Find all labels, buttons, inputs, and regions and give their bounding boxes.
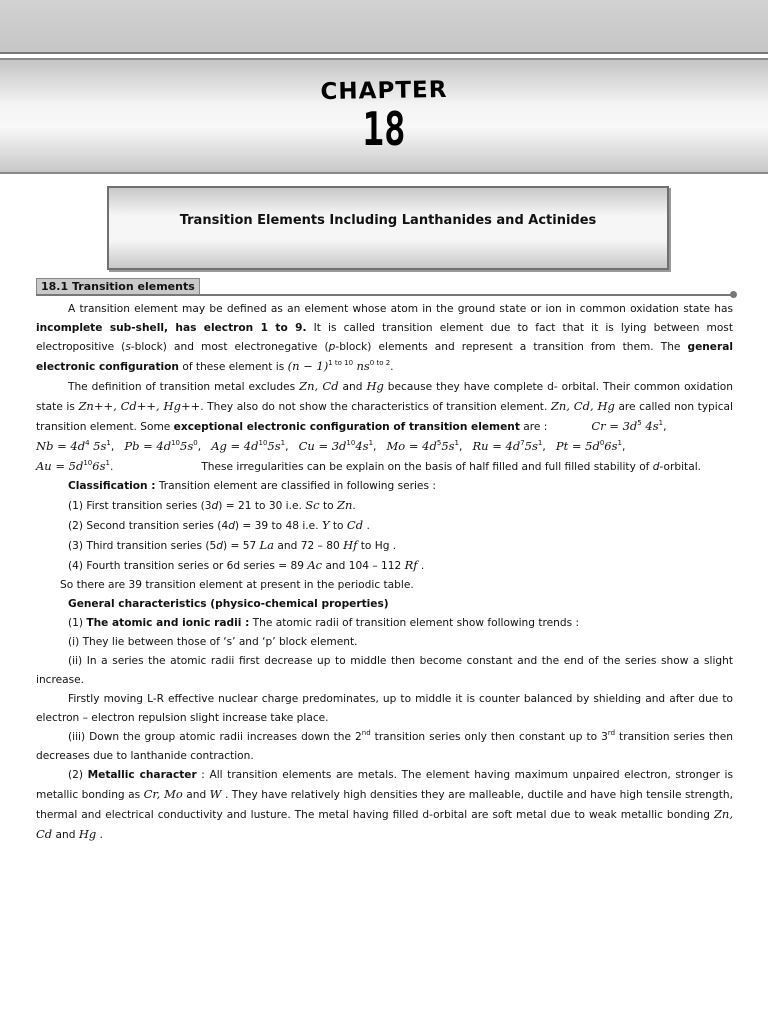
section-heading: 18.1 Transition elements [36, 278, 200, 295]
radii-point-1: (i) They lie between those of ‘s’ and ‘p’ block element. [68, 636, 358, 648]
metallic-character-paragraph: (2) Metallic character : All transition elements are metals. The element having maximum unpaired electron, stronger is metallic bonding as Cr, Mo and W . They have relatively high densities they are malleable, ductile and have high tensile strength, thermal and electrical conductivity and lusture. The metal having filled d-orbital are soft metal due to weak metallic bonding Zn, Cd and Hg . [36, 769, 734, 841]
radii-point-3: (iii) Down the group atomic radii increases down the 2nd transition series only then constant up to 3rd transition series then decreases due to lanthanide contraction. [36, 729, 733, 762]
chapter-word: CHAPTER [320, 76, 448, 106]
section-rule-end-dot [730, 291, 737, 298]
radii-heading-line: (1) The atomic and ionic radii : The atomic radii of transition element show following trends : [68, 617, 580, 629]
series-item-1: (1) First transition series (3d) = 21 to 30 i.e. Sc to Zn. [68, 498, 356, 512]
paragraph-definition: A transition element may be defined as an element whose atom in the ground state or ion in common oxidation state has incomplete sub-shell, has electron 1 to 9. It is called transition element due to fact that it is lying between most electropositive (s-block) and most electronegative (p-block) elements and represent a transition from them. The general electronic configuration of these element is $(n - 1)^{1 to 10}$ $ns^{0 to 2}$. [36, 303, 733, 373]
chapter-number: 18 [362, 102, 406, 156]
total-transition-elements: So there are 39 transition element at present in the periodic table. [60, 579, 414, 591]
electronic-configurations: $Nb = 4d^4$ $5s^1$, $Pb = 4d^{10}5s^0$, $Ag = 4d^{10}5s^1$, $Cu = 3d^{10}4s^1$, $Mo = 4d^55s^1$, $Ru = 4d^75s^1$, $Pt = 5d^06s^1$, $Au = 5d^{10}6s^1$. These irregularities can be explain on the basis of half filled and full filled stability of d-orbital. [36, 439, 702, 473]
general-characteristics-heading: General characteristics (physico-chemical properties) [68, 598, 389, 610]
chapter-title-box [107, 186, 669, 270]
chapter-title: Transition Elements Including Lanthanides and Actinides [179, 213, 597, 228]
radii-explanation: Firstly moving L-R effective nuclear charge predominates, up to middle it is counter balanced by shielding and after due to electron – electron repulsion slight increase take place. [36, 693, 733, 724]
paragraph-exclusions: The definition of transition metal excludes Zn, Cd and Hg because they have complete d- orbital. Their common oxidation state is Zn++, Cd++, Hg++. They also do not show the characteristics of transition element. Zn, Cd, Hg are called non typical transition element. Some exceptional electronic configuration of transition element are : $Cr = 3d^5$ $4s^1$, [36, 379, 733, 433]
section-rule [36, 294, 734, 296]
series-item-3: (3) Third transition series (5d) = 57 La and 72 – 80 Hf to Hg . [68, 538, 397, 552]
classification-line: Classification : Transition element are classified in following series : [68, 480, 436, 492]
body-content [36, 300, 733, 845]
radii-point-2: (ii) In a series the atomic radii first decrease up to middle then become constant and the end of the series show a slight increase. [36, 655, 733, 686]
series-item-2: (2) Second transition series (4d) = 39 to 48 i.e. Y to Cd . [68, 518, 370, 532]
series-item-4: (4) Fourth transition series or 6d series = 89 Ac and 104 – 112 Rf . [68, 558, 425, 572]
top-header-band [0, 0, 768, 54]
